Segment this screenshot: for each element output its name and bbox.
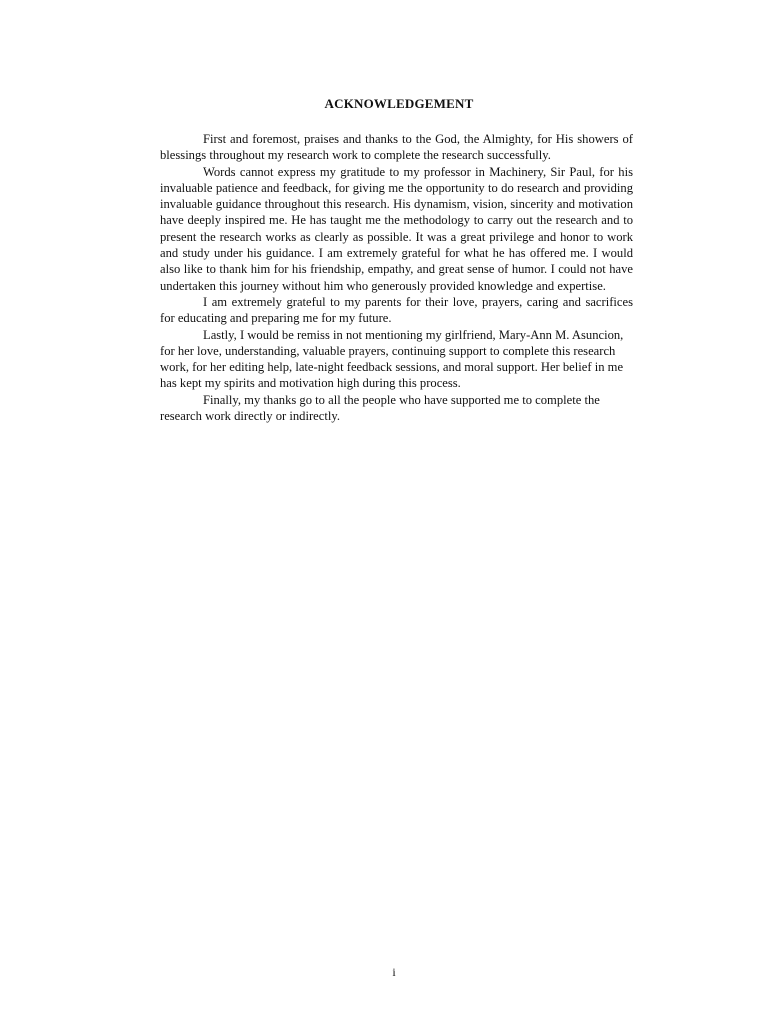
paragraph-parents: I am extremely grateful to my parents for their love, prayers, caring and sacrifices for educating and preparing me for my future. (160, 294, 633, 326)
paragraph-supporters: Finally, my thanks go to all the people who have supported me to complete the research work directly or indirectly. (160, 392, 600, 424)
page-title: ACKNOWLEDGEMENT (324, 96, 474, 111)
page-number: i (392, 965, 396, 979)
paragraph-praises: First and foremost, praises and thanks to the God, the Almighty, for His showers of blessings throughout my research work to complete the research successfully. (160, 132, 633, 163)
paragraph-girlfriend: Lastly, I would be remiss in not mentioning my girlfriend, Mary-Ann M. Asuncion, for her love, understanding, valuable prayers, continuing support to complete this research work, for her editing help, late-night feedback sessions, and moral support. Her belief in me has kept my spirits and motivation high during this process. (160, 327, 624, 391)
acknowledgement-body (160, 131, 633, 424)
paragraph-professor: Words cannot express my gratitude to my professor in Machinery, Sir Paul, for his invaluable patience and feedback, for giving me the opportunity to do research and providing invaluable guidance throughout this research. His dynamism, vision, sincerity and motivation have deeply inspired me. He has taught me the methodology to carry out the research and to present the research works as clearly as possible. It was a great privilege and honor to work and study under his guidance. I am extremely grateful for what he has offered me. I would also like to thank him for his friendship, empathy, and great sense of humor. I could not have undertaken this journey without him who generously provided knowledge and expertise. (160, 164, 633, 293)
